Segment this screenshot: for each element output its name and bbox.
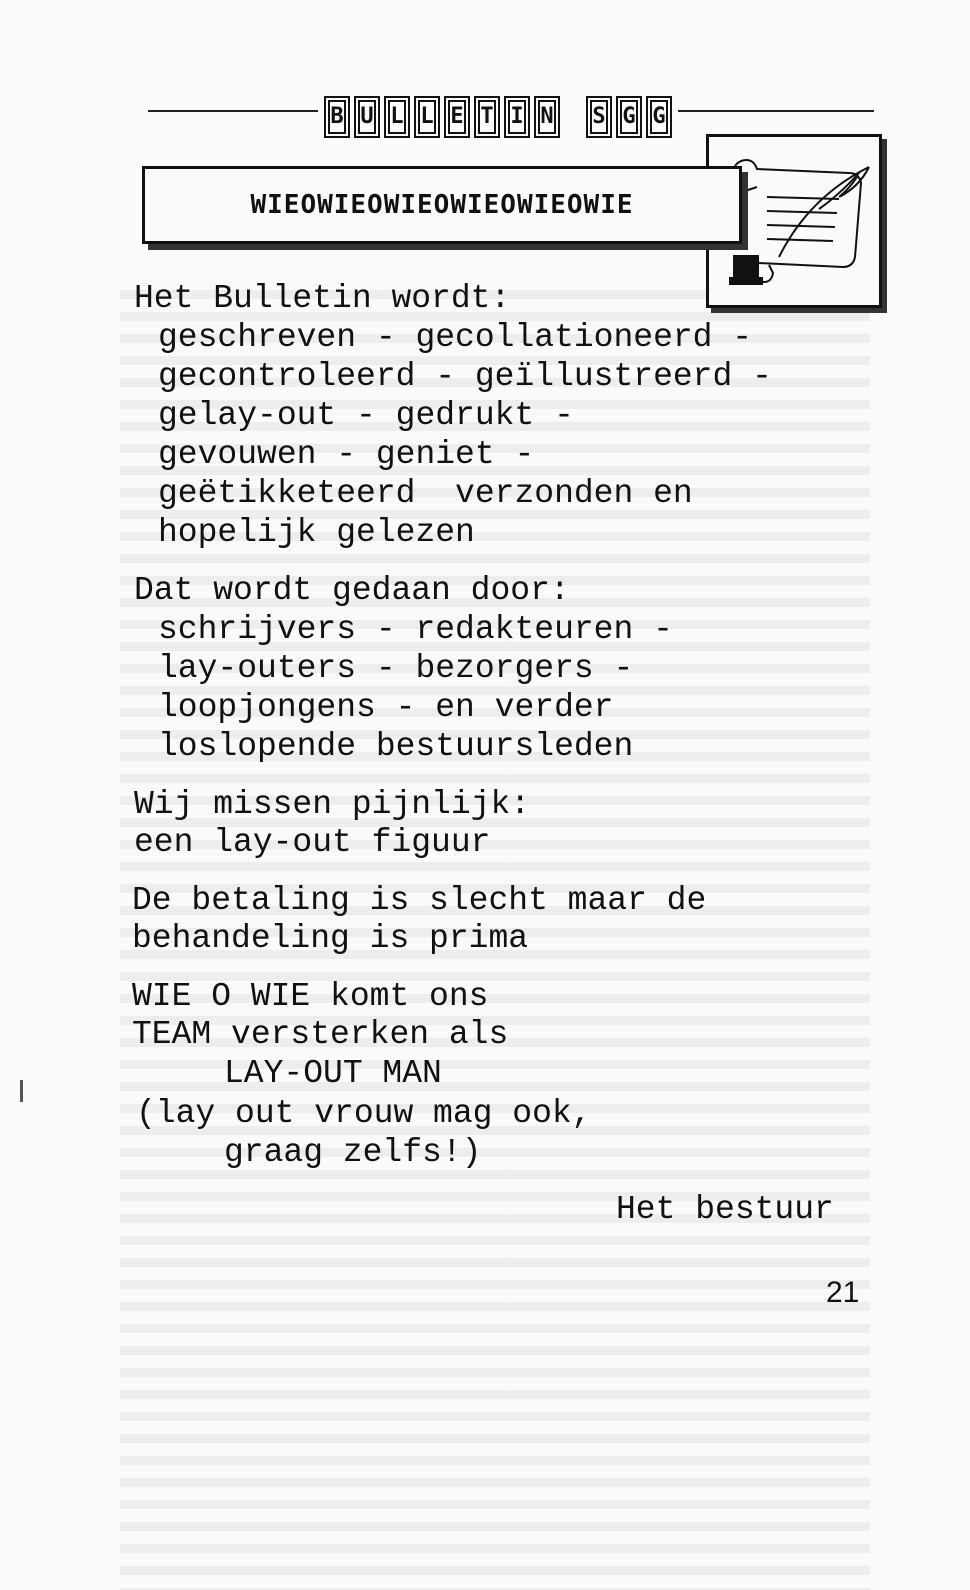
paragraph-lead: Het Bulletin wordt:	[134, 280, 511, 317]
masthead-letter: G	[646, 96, 672, 138]
text-line: schrijvers - redakteuren -	[158, 611, 673, 648]
text-line: gevouwen - geniet -	[158, 436, 535, 473]
masthead-letter: T	[474, 96, 500, 138]
masthead-letter: G	[616, 96, 642, 138]
text-line: behandeling is prima	[132, 920, 529, 957]
paragraph-lead: Wij missen pijnlijk:	[134, 786, 531, 823]
text-line: LAY-OUT MAN	[224, 1055, 442, 1092]
signature: Het bestuur	[616, 1191, 834, 1228]
text-line: geschreven - gecollationeerd -	[158, 319, 753, 356]
text-line: lay-outers - bezorgers -	[158, 650, 634, 687]
text-line: hopelijk gelezen	[158, 514, 475, 551]
paragraph-lead: Dat wordt gedaan door:	[134, 572, 570, 609]
masthead-letter: L	[414, 96, 440, 138]
masthead-letter: E	[444, 96, 470, 138]
text-line: een lay-out figuur	[134, 824, 491, 861]
text-line: (lay out vrouw mag ook,	[136, 1095, 592, 1132]
masthead-letter: S	[586, 96, 612, 138]
masthead-letter: N	[534, 96, 560, 138]
text-line: graag zelfs!)	[224, 1134, 482, 1171]
text-line: geëtikketeerd verzonden en	[158, 475, 693, 512]
masthead-letter: U	[354, 96, 380, 138]
text-line: De betaling is slecht maar de	[132, 882, 707, 919]
text-line: WIE O WIE komt ons	[132, 978, 489, 1015]
text-line: loslopende bestuursleden	[158, 728, 634, 765]
masthead-letter: L	[384, 96, 410, 138]
text-line: gelay-out - gedrukt -	[158, 397, 574, 434]
banner-title: WIEOWIEOWIEOWIEOWIEOWIE	[250, 190, 634, 220]
text-line: TEAM versterken als	[132, 1016, 509, 1053]
page-number: 21	[826, 1276, 860, 1309]
text-line: loopjongens - en verder	[158, 689, 614, 726]
margin-mark	[20, 1080, 23, 1102]
masthead-letter: I	[504, 96, 530, 138]
masthead-letter: B	[324, 96, 350, 138]
text-line: gecontroleerd - geïllustreerd -	[158, 358, 772, 395]
